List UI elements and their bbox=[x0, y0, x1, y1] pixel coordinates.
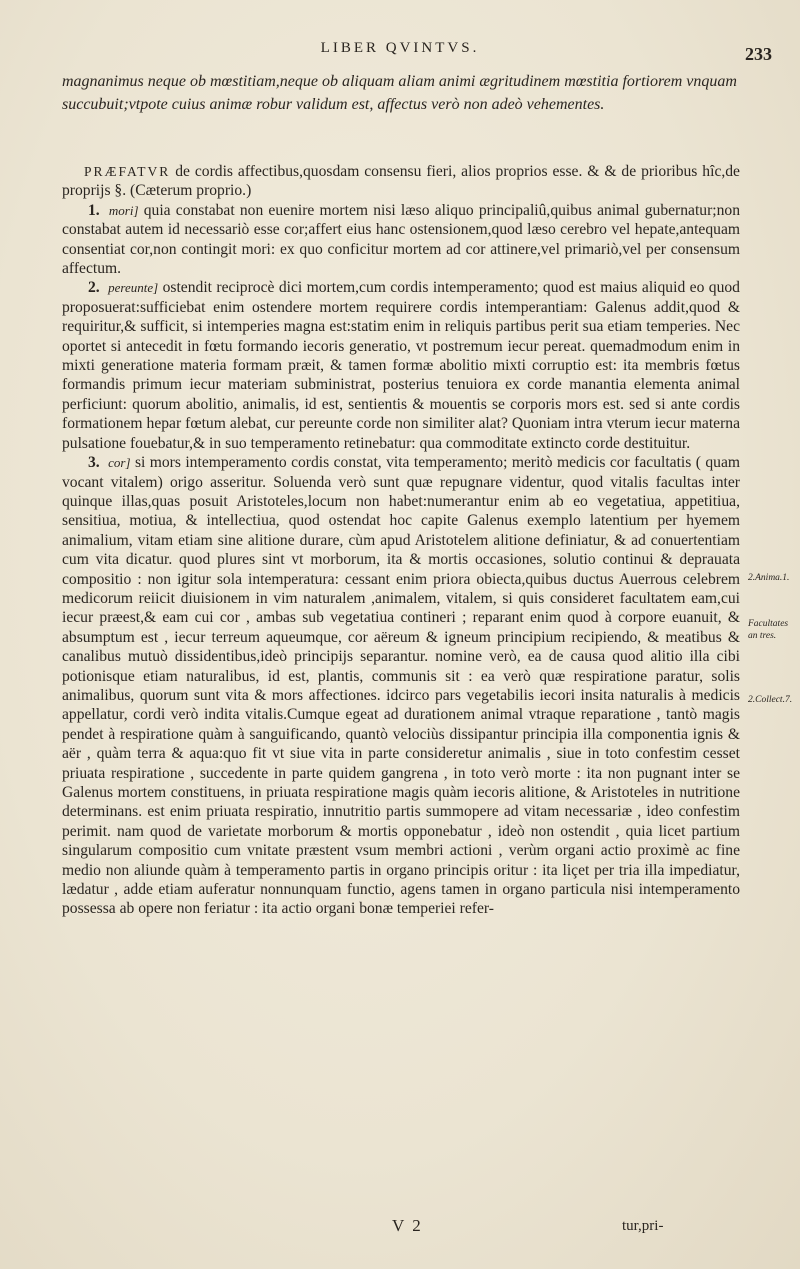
paragraph-text: si mors intemperamento cordis constat, vita temperamento; meritò medicis cor facultatis ( quam vocant vitalem) origo asseritur. Soluenda verò sunt quæ repugnare videntur, quod vitalis facultas inter quinque illas,quas posuit Aristoteles,locum non habet:numerantur enim ab eo vegetatiua, appetitiua, sensitiua, motiua, & intellectiua, quod ostendat hoc capite Galenus exemplo latentium per hyemem animalium, vitam etiam sine alitione durare, cùm apud Aristotelem alitione definiatur, & ad conuertentiam cum vita dicatur. quod plures sint vt morborum, ita & mortis occasiones, solutio continui & deprauata compositio : non igitur sola intemperatura: cessant enim priora obiecta,quibus ductus Auerrous celebrem medicorum reiicit diuisionem in vim naturalem ,animalem, vitalem, si quis consideret facultatem eam,cui iecur præest,& eam cui cor , ambas sub vegetatiua contineri ; reparant enim quod à corpore euanuit, & absumptum est , iecur terreum aqueumque, cor aëreum & igneum principium recipiendo, & meatibus & canalibus mutuò dissidentibus,ideò principijs separantur. nomine verò, ea de causa quod alitio illa cibi potionisque etiam naturalibus, id est, plantis, communis sit : ea verò quæ respiratione paratur, solis animalibus, quorum sunt vita & mors affectiones. idcirco pars vegetabilis iecori insita naturalis à medicis appellatur, cordi verò indita vitalis.Cumque egeat ad durationem animal vtraque reparatione , tantò magis pendet à respiratione quàm à sanguificando, quantò velociùs dissipantur principia illa componentia ignis & aër , quàm terra & aqua:quo fit vt siue vita in parte consideretur animalis , siue in toto confestim cesset priuata respiratione , succedente in parte quidem gangrena , in toto verò morte : ita non pugnant inter se Galenus mortem constituens, in priuata respiratione magis quàm iecoris alitione, & Aristoteles in nutritione determinans. est enim priuata respiratio, innutritio partis summopere ad vitam necessariæ , ideo confestim perimit. nam quod de varietate morborum & mortis opponebatur , ideò non ostendit , quia licet partium singularum compositio cum vnitate præstent vsum membri actioni , verùm organi actio proximè ac fine medio non aliunde quàm à temperamento partis in organo principis oritur : ita liçet per tria illa impediatur, lædatur , adde etiam auferatur nonnunquam functio, agens tamen in organo particula nisi intemperamento possessa ab opere non feriatur : ita actio organi bonæ temperiei refer- bbox=[62, 454, 740, 918]
paragraph-number: 3. bbox=[88, 454, 100, 472]
paragraph-lemma: pereunte] bbox=[108, 280, 159, 296]
preface-lead: PRÆFATVR bbox=[84, 164, 171, 179]
paragraph-2 bbox=[62, 278, 740, 453]
paragraph-3 bbox=[62, 453, 740, 919]
paragraph-preface bbox=[62, 162, 740, 201]
paragraph-lemma: mori] bbox=[108, 202, 139, 218]
catchword: tur,pri- bbox=[622, 1218, 664, 1234]
signature-mark: V 2 bbox=[392, 1216, 423, 1235]
running-title: LIBER QVINTVS. bbox=[320, 40, 480, 56]
page-number: 233 bbox=[745, 44, 772, 64]
commentary-body bbox=[62, 162, 740, 919]
margin-note: 2.Anima.1. bbox=[748, 573, 790, 583]
paragraph-number: 2. bbox=[88, 279, 100, 297]
paragraph-text: de cordis affectibus,quosdam consensu fieri, alios proprios esse. & & de prioribus hîc,de proprijs §. (Cæterum proprio.) bbox=[62, 163, 740, 200]
intro-italic-text: magnanimus neque ob mœstitiam,neque ob aliquam aliam animi ægritudinem mœstitia fortiorem vnquam succubuit;vtpote cuius animæ robur validum est, affectus verò non adeò vehementes. bbox=[62, 73, 737, 113]
paragraph-1 bbox=[62, 201, 740, 279]
paragraph-text: quia constabat non euenire mortem nisi læso aliquo principaliû,quibus animal gubernatur;non constabat autem id necessariò esse cor;affert eius hanc ostensionem,quod læso cerebro vel hepate,antequam consentiat cor,non contingit mori: ex quo conficitur mortem ad cor attinere,vel primariò,vel per consensum affectum. bbox=[62, 201, 741, 278]
margin-note: 2.Collect.7. bbox=[748, 695, 793, 705]
margin-note: Facultates an tres. bbox=[748, 619, 789, 641]
paragraph-lemma: cor] bbox=[108, 455, 131, 471]
paragraph-number: 1. bbox=[88, 201, 100, 219]
paragraph-text: ostendit reciprocè dici mortem,cum cordis intemperamento; quod est maius aliquid eo quod proposuerat:sufficiebat enim ostendere mortem requirere cordis intemperantiam: Galenus addit,quod & requiritur,& sufficit, si intemperies magna est:statim enim in reliquis partibus perit sua etiam temperies. Nec oportet si antecedit in fœtu formando iecoris generatio, vt postremum iecur pereat. quemadmodum enim in mixti generatione materia formam præit, & tamen formæ abolitio mixti corruptio est: ita membris fœtus formandis primum iecur materiam subministrat, posterius tenuiora ex corde manantia elementa animal perficiunt: quorum abolitio, animalis, id est, sentientis & mouentis se corporis mors est. sed si ante cordis formationem hepar fœtum alebat, cur pereunte corde non similiter alat? Quoniam intra vterum iecur materna pulsatione fouebatur,& in suo temperamento retinebatur: qua commoditate extincto corde destituitur. bbox=[62, 279, 740, 452]
